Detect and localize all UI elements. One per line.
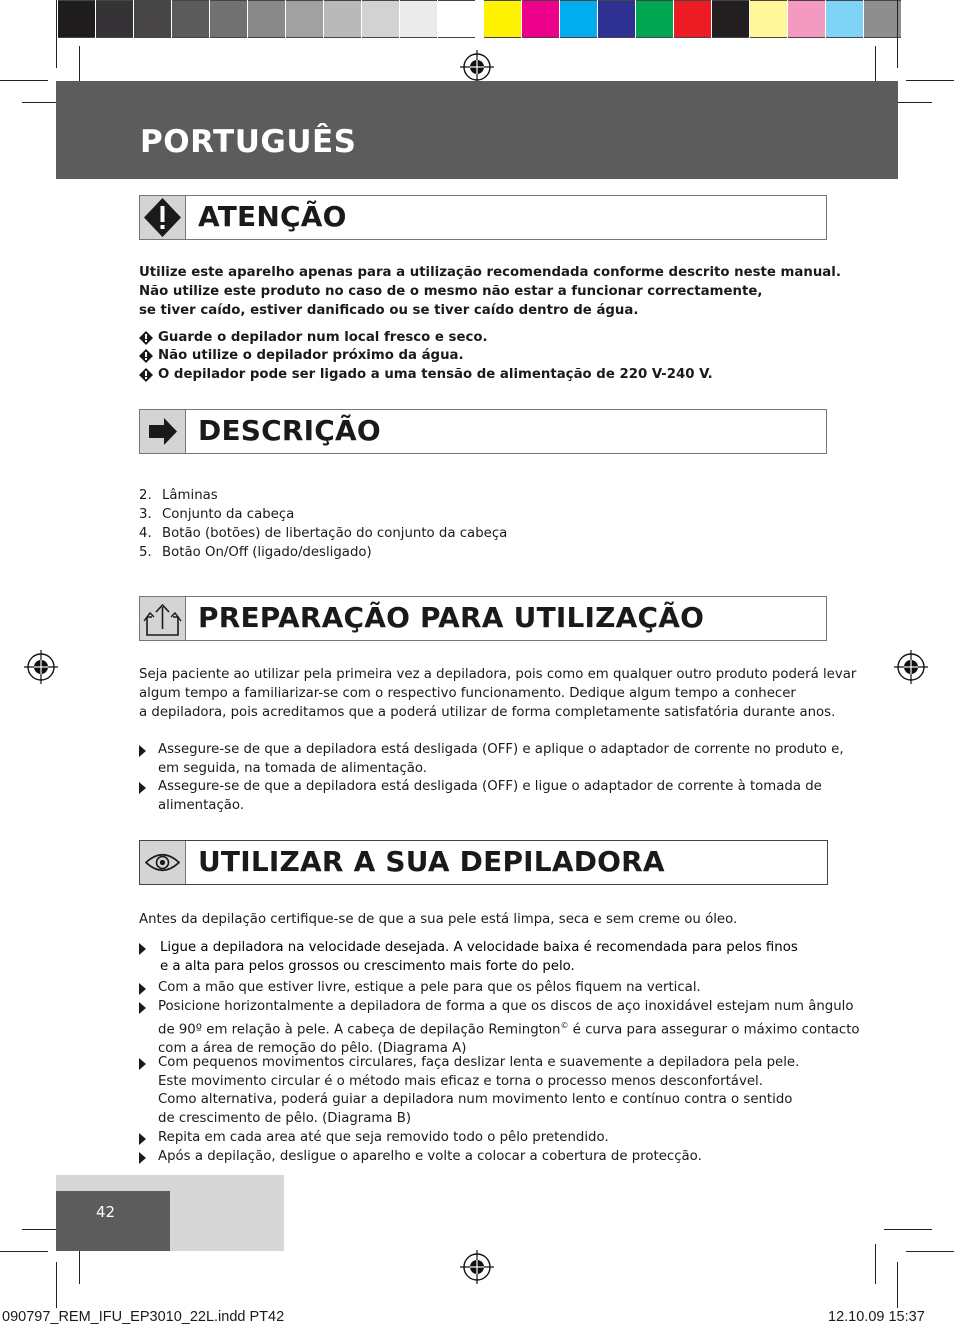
color-swatch [210, 0, 247, 38]
section-title: UTILIZAR A SUA DEPILADORA [198, 845, 665, 878]
bullet-text: Com pequenos movimentos circulares, faça deslizar lenta e suavemente a depiladora pela pele. [158, 1055, 800, 1070]
crop-mark [906, 80, 954, 81]
attention-intro-line: Utilize este aparelho apenas para a utilização recomendada conforme descrito neste manual. [139, 265, 841, 280]
color-swatch [172, 0, 209, 38]
list-number: 2. [139, 488, 152, 503]
list-number: 4. [139, 526, 152, 541]
list-text: Conjunto da cabeça [162, 507, 295, 522]
crop-mark [56, 1262, 57, 1308]
bullet-text: Posicione horizontalmente a depiladora de forma a que os discos de aço inoxidável estejam num ângulo [158, 999, 854, 1014]
color-swatch [96, 0, 133, 38]
color-swatch [484, 0, 521, 38]
exclamation-icon [140, 196, 186, 239]
color-swatch [598, 0, 635, 38]
list-number: 5. [139, 545, 152, 560]
color-swatch [636, 0, 673, 38]
attention-intro-line: se tiver caído, estiver danificado ou se tiver caído dentro de água. [139, 303, 639, 318]
color-swatch [750, 0, 787, 38]
color-swatch [864, 0, 901, 38]
registration-mark-icon [894, 650, 928, 684]
bullet-text: com a área de remoção do pêlo. (Diagrama A) [158, 1040, 467, 1056]
bullet-triangle-icon [139, 943, 146, 955]
color-swatch [324, 0, 361, 38]
page-number-tab [56, 1191, 170, 1251]
bullet-text: Ligue a depiladora na velocidade desejada. A velocidade baixa é recomendada para pelos finos [160, 940, 798, 955]
list-number: 3. [139, 507, 152, 522]
attention-intro-line: Não utilize este produto no caso de o mesmo não estar a funcionar correctamente, [139, 284, 763, 299]
crop-mark [0, 80, 48, 81]
footer-file-info: 090797_REM_IFU_EP3010_22L.indd PT42 [2, 1309, 285, 1325]
crop-mark [906, 1251, 954, 1252]
page-tab-decoration [170, 1175, 284, 1251]
bullet-text-part: de 90º em relação à pele. A cabeça de depilação Remington [158, 1022, 561, 1038]
color-swatch [134, 0, 171, 38]
grayscale-bar [58, 0, 476, 38]
section-title: ATENÇÃO [198, 200, 347, 233]
unpack-box-icon [140, 597, 186, 640]
crop-mark [0, 1251, 48, 1252]
registration-mark-icon [460, 1250, 494, 1284]
language-title: PORTUGUÊS [140, 124, 357, 160]
bullet-triangle-icon [139, 745, 146, 757]
bullet-text: em seguida, na tomada de alimentação. [158, 760, 428, 776]
preparation-intro-line: Seja paciente ao utilizar pela primeira vez a depiladora, pois como em qualquer outro produto poderá levar [139, 667, 857, 682]
warning-text: Guarde o depilador num local fresco e seco. [158, 330, 488, 345]
color-swatch [248, 0, 285, 38]
crop-mark [875, 1244, 876, 1284]
color-bar [484, 0, 902, 38]
color-swatch [400, 0, 437, 38]
bullet-triangle-icon [139, 782, 146, 794]
color-swatch [438, 0, 475, 38]
crop-mark [56, 0, 57, 68]
bullet-triangle-icon [139, 1133, 146, 1145]
bullet-text [158, 1017, 860, 1040]
color-swatch [560, 0, 597, 38]
color-swatch [674, 0, 711, 38]
warning-diamond-icon [139, 368, 153, 382]
warning-text: O depilador pode ser ligado a uma tensão de alimentação de 220 V-240 V. [158, 367, 713, 382]
arrow-right-icon [140, 410, 186, 453]
bullet-triangle-icon [139, 983, 146, 995]
page-tab-decoration [56, 1175, 170, 1191]
usage-intro: Antes da depilação certifique-se de que a sua pele está limpa, seca e sem creme ou óleo. [139, 912, 738, 927]
bullet-text: Este movimento circular é o método mais eficaz e torna o processo menos desconfortável. [158, 1073, 763, 1089]
color-swatch [788, 0, 825, 38]
bullet-triangle-icon [139, 1152, 146, 1164]
list-text: Lâminas [162, 488, 218, 503]
registration-mark-icon [24, 650, 58, 684]
preparation-intro-line: a depiladora, pois acreditamos que a poderá utilizar de forma completamente satisfatória durante anos. [139, 705, 836, 720]
color-swatch [522, 0, 559, 38]
bullet-text: alimentação. [158, 797, 245, 813]
section-header-description [139, 409, 827, 454]
list-text: Botão On/Off (ligado/desligado) [162, 545, 372, 560]
color-swatch [712, 0, 749, 38]
bullet-text-part: é curva para assegurar o máximo contacto [568, 1022, 860, 1038]
bullet-text: e a alta para pelos grossos ou crescimento mais forte do pelo. [160, 958, 575, 974]
bullet-text: Assegure-se de que a depiladora está desligada (OFF) e ligue o adaptador de corrente à tomada de [158, 779, 822, 794]
copyright-mark: © [560, 1020, 569, 1030]
footer-timestamp: 12.10.09 15:37 [828, 1309, 925, 1325]
bullet-text: Com a mão que estiver livre, estique a pele para que os pêlos fiquem na vertical. [158, 980, 701, 995]
section-title: DESCRIÇÃO [198, 414, 381, 447]
warning-diamond-icon [139, 331, 153, 345]
page-number: 42 [96, 1203, 116, 1221]
bullet-text: Como alternativa, poderá guiar a depiladora num movimento lento e contínuo contra o sentido [158, 1092, 793, 1108]
warning-diamond-icon [139, 349, 153, 363]
color-swatch [58, 0, 95, 38]
section-title: PREPARAÇÃO PARA UTILIZAÇÃO [198, 601, 705, 634]
color-swatch [826, 0, 863, 38]
bullet-triangle-icon [139, 1002, 146, 1014]
bullet-text: Após a depilação, desligue o aparelho e volte a colocar a cobertura de protecção. [158, 1149, 702, 1164]
eye-icon [140, 841, 186, 884]
section-header-attention [139, 195, 827, 240]
preparation-intro-line: algum tempo a familiarizar-se com o respectivo funcionamento. Dedique algum tempo a conhecer [139, 686, 796, 701]
registration-mark-icon [460, 50, 494, 84]
bullet-text: de crescimento de pêlo. (Diagrama B) [158, 1110, 412, 1126]
section-header-usage [139, 840, 828, 885]
crop-mark [897, 1262, 898, 1308]
color-swatch [362, 0, 399, 38]
bullet-triangle-icon [139, 1058, 146, 1070]
section-header-preparation [139, 596, 827, 641]
warning-text: Não utilize o depilador próximo da água. [158, 348, 464, 363]
crop-mark [897, 0, 898, 68]
bullet-text: Repita em cada area até que seja removido todo o pêlo pretendido. [158, 1130, 609, 1145]
list-text: Botão (botões) de libertação do conjunto da cabeça [162, 526, 508, 541]
bullet-text: Assegure-se de que a depiladora está desligada (OFF) e aplique o adaptador de corrente no produto e, [158, 742, 844, 757]
color-swatch [286, 0, 323, 38]
crop-mark [884, 1229, 932, 1230]
